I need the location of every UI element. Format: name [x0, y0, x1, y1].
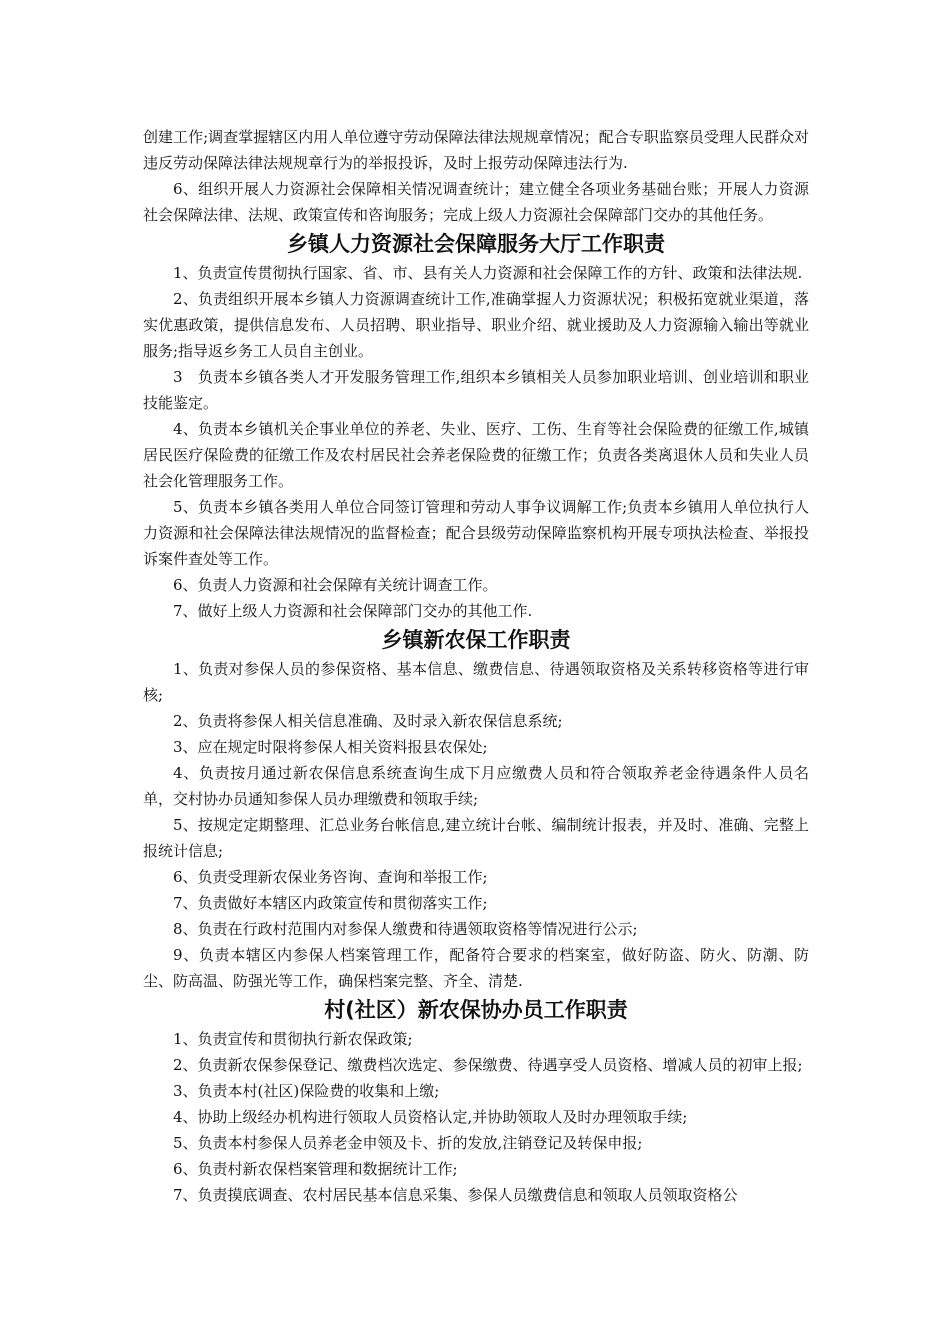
section1-item: 5、负责本乡镇各类用人单位合同签订管理和劳动人事争议调解工作;负责本乡镇用人单位执行人力资源和社会保障法律法规情况的监督检查；配合县级劳动保障监察机构开展专项执法检查、举报投诉案件查处等工作。 [143, 498, 809, 568]
section2-item: 1、负责对参保人员的参保资格、基本信息、缴费信息、待遇领取资格及关系转移资格等进行审核; [143, 660, 809, 704]
section1-item: 2、负责组织开展本乡镇人力资源调查统计工作,准确掌握人力资源状况；积极拓宽就业渠道，落实优惠政策，提供信息发布、人员招聘、职业指导、职业介绍、就业援助及人力资源输入输出等就业服务;指导返乡务工人员自主创业。 [143, 290, 809, 360]
section3-item: 4、协助上级经办机构进行领取人员资格认定,并协助领取人及时办理领取手续; [173, 1108, 688, 1126]
section1-item: 6、负责人力资源和社会保障有关统计调查工作。 [173, 576, 498, 594]
section1-item: 4、负责本乡镇机关企事业单位的养老、失业、医疗、工伤、生育等社会保险费的征缴工作,城镇居民医疗保险费的征缴工作及农村居民社会养老保险费的征缴工作；负责各类离退休人员和失业人员社会化管理服务工作。 [143, 420, 809, 490]
section3-item: 6、负责村新农保档案管理和数据统计工作; [173, 1160, 458, 1178]
section2-item: 8、负责在行政村范围内对参保人缴费和待遇领取资格等情况进行公示; [173, 920, 638, 938]
section1-item: 1、负责宣传贯彻执行国家、省、市、县有关人力资源和社会保障工作的方针、政策和法律法规. [173, 264, 803, 282]
section2-item: 7、负责做好本辖区内政策宣传和贯彻落实工作; [173, 894, 488, 912]
section2-item: 4、负责按月通过新农保信息系统查询生成下月应缴费人员和符合领取养老金待遇条件人员名单，交村协办员通知参保人员办理缴费和领取手续; [143, 764, 809, 808]
section2-item: 2、负责将参保人相关信息准确、及时录入新农保信息系统; [173, 712, 563, 730]
section2-item: 9、负责本辖区内参保人档案管理工作，配备符合要求的档案室，做好防盗、防火、防潮、防尘、防高温、防强光等工作，确保档案完整、齐全、清楚. [143, 946, 809, 990]
section2-item: 6、负责受理新农保业务咨询、查询和举报工作; [173, 868, 488, 886]
section2-item: 5、按规定定期整理、汇总业务台帐信息,建立统计台帐、编制统计报表，并及时、准确、完整上报统计信息; [143, 816, 809, 860]
section3-item: 3、负责本村(社区)保险费的收集和上缴; [173, 1082, 440, 1100]
section1-item: 3 负责本乡镇各类人才开发服务管理工作,组织本乡镇相关人员参加职业培训、创业培训和职业技能鉴定。 [143, 368, 809, 412]
section2-item: 3、应在规定时限将参保人相关资料报县农保处; [173, 738, 488, 756]
section3-item: 7、负责摸底调查、农村居民基本信息采集、参保人员缴费信息和领取人员领取资格公 [173, 1186, 738, 1204]
intro-paragraph-1: 创建工作;调查掌握辖区内用人单位遵守劳动保障法律法规规章情况；配合专职监察员受理人民群众对违反劳动保障法律法规规章行为的举报投诉，及时上报劳动保障违法行为. [143, 128, 809, 172]
intro-paragraph-2: 6、组织开展人力资源社会保障相关情况调查统计；建立健全各项业务基础台账；开展人力资源社会保障法律、法规、政策宣传和咨询服务；完成上级人力资源社会保障部门交办的其他任务。 [143, 180, 809, 224]
section1-item: 7、做好上级人力资源和社会保障部门交办的其他工作. [173, 602, 533, 620]
section3-item: 1、负责宣传和贯彻执行新农保政策; [173, 1030, 413, 1048]
section3-item: 2、负责新农保参保登记、缴费档次选定、参保缴费、待遇享受人员资格、增减人员的初审上报; [173, 1056, 803, 1074]
section-title-new-rural-insurance: 乡镇新农保工作职责 [381, 628, 571, 652]
section3-item: 5、负责本村参保人员养老金申领及卡、折的发放,注销登记及转保申报; [173, 1134, 643, 1152]
section-title-village-assistant: 村(社区）新农保协办员工作职责 [324, 998, 628, 1022]
section-title-service-hall: 乡镇人力资源社会保障服务大厅工作职责 [287, 232, 665, 256]
document-page [143, 124, 809, 1208]
